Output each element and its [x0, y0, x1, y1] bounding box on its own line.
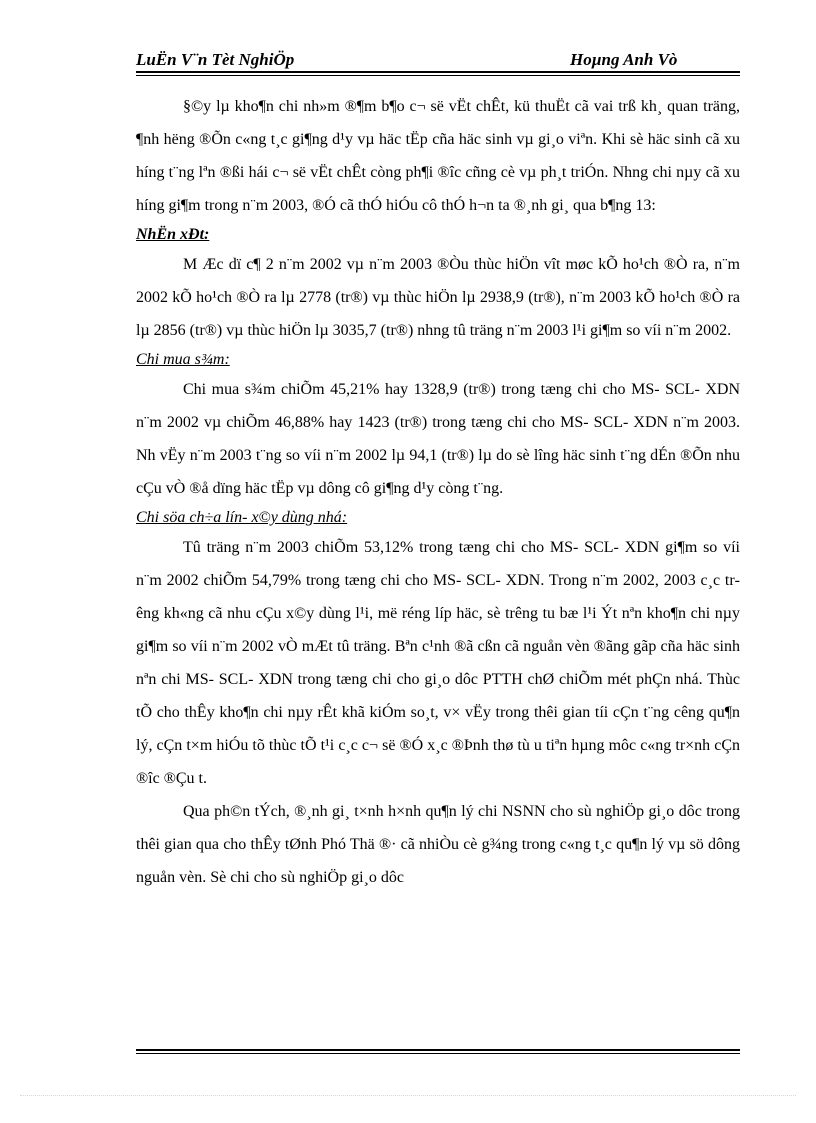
- paragraph-chi-mua-sam: Chi mua s¾m chiÕm 45,21% hay 1328,9 (tr®) trong tæng chi cho MS- SCL- XDN n¨m 2002 vµ chiÕm 46,88% hay 1423 (tr®) trong tæng chi cho MS- SCL- XDN n¨m 2003. Nh vËy n¨m 2003 t¨ng so víi n¨m 2002 lµ 94,1 (tr®) lµ do sè lîng häc sinh t¨ng dÉn ®Õn nhu cÇu vÒ ®å dïng häc tËp vµ dông cô gi¶ng d¹y còng t¨ng.: [136, 381, 740, 497]
- page-body: [136, 90, 740, 894]
- paragraph-chi-sua-chua: Tû träng n¨m 2003 chiÕm 53,12% trong tæng chi cho MS- SCL- XDN gi¶m so víi n¨m 2002 chiÕm 54,79% trong tæng chi cho MS- SCL- XDN. Trong n¨m 2002, 2003 c¸c trêng kh«ng cã nhu cÇu x©y dùng l¹i, më réng líp häc, sè trêng tu bæ l¹i Ýt nªn kho¶n chi nµy gi¶m so víi n¨m 2002 vÒ mÆt tû träng. Bªn c¹nh ®ã cßn cã nguån vèn ®ãng gãp cña häc sinh nªn chi MS- SCL- XDN trong tæng chi cho gi¸o dôc PTTH chØ chiÕm mét phÇn nhá. Thùc tÕ cho thÊy kho¶n chi nµy rÊt khã kiÓm so¸t, v× vËy trong thêi gian tíi cÇn t¨ng cêng qu¶n lý, cÇn t×m hiÓu tõ thùc tÕ t¹i c¸c c¬ së ®Ó x¸c ®Þnh thø tù u tiªn hµng môc c«ng tr×nh cÇn ®îc ®Çu t.: [136, 539, 740, 787]
- footer-rule-thick: [136, 1049, 740, 1051]
- paragraph-nhan-xet: M Æc dï c¶ 2 n¨m 2002 vµ n¨m 2003 ®Òu thùc hiÖn vît møc kÕ ho¹ch ®Ò ra, n¨m 2002 kÕ ho¹ch ®Ò ra lµ 2778 (tr®) vµ thùc hiÖn lµ 2938,9 (tr®), n¨m 2003 kÕ ho¹ch ®Ò ra lµ 2856 (tr®) vµ thùc hiÖn lµ 3035,7 (tr®) nhng tû träng n¨m 2003 l¹i gi¶m so víi n¨m 2002.: [136, 256, 740, 339]
- header-author-name: Hoµng Anh Vò: [570, 50, 678, 69]
- page-header: [136, 48, 740, 72]
- header-rule-thick: [136, 71, 740, 73]
- heading-chi-sua-chua: Chi söa ch÷a lín- x©y dùng nhá:: [136, 509, 348, 526]
- heading-chi-mua-sam: Chi mua s¾m:: [136, 351, 230, 368]
- paragraph-analysis: Qua ph©n tÝch, ®¸nh gi¸ t×nh h×nh qu¶n lý chi NSNN cho sù nghiÖp gi¸o dôc trong thêi gian qua cho thÊy tØnh Phó Thä ®· cã nhiÒu cè g¾ng trong c«ng t¸c qu¶n lý vµ sö dông nguån vèn. Sè chi cho sù nghiÖp gi¸o dôc: [136, 803, 740, 886]
- footer-rule-thin: [136, 1053, 740, 1054]
- page-edge-divider: [20, 1095, 796, 1096]
- paragraph-intro: §©y lµ kho¶n chi nh»m ®¶m b¶o c¬ së vËt chÊt, kü thuËt cã vai trß kh¸ quan träng, ¶nh hëng ®Õn c«ng t¸c gi¶ng d¹y vµ häc tËp cña häc sinh vµ gi¸o viªn. Khi sè häc sinh cã xu híng t¨ng lªn ®ßi hái c¬ së vËt chÊt còng ph¶i ®îc cñng cè vµ ph¸t triÓn. Nhng chi nµy cã xu híng gi¶m trong n¨m 2003, ®Ó cã thÓ hiÓu cô thÓ h¬n ta ®¸nh gi¸ qua b¶ng 13:: [136, 98, 740, 214]
- heading-nhan-xet: NhËn xÐt:: [136, 226, 210, 243]
- header-rule-thin: [136, 75, 740, 76]
- header-thesis-title: LuËn V¨n Tèt NghiÖp: [136, 50, 295, 69]
